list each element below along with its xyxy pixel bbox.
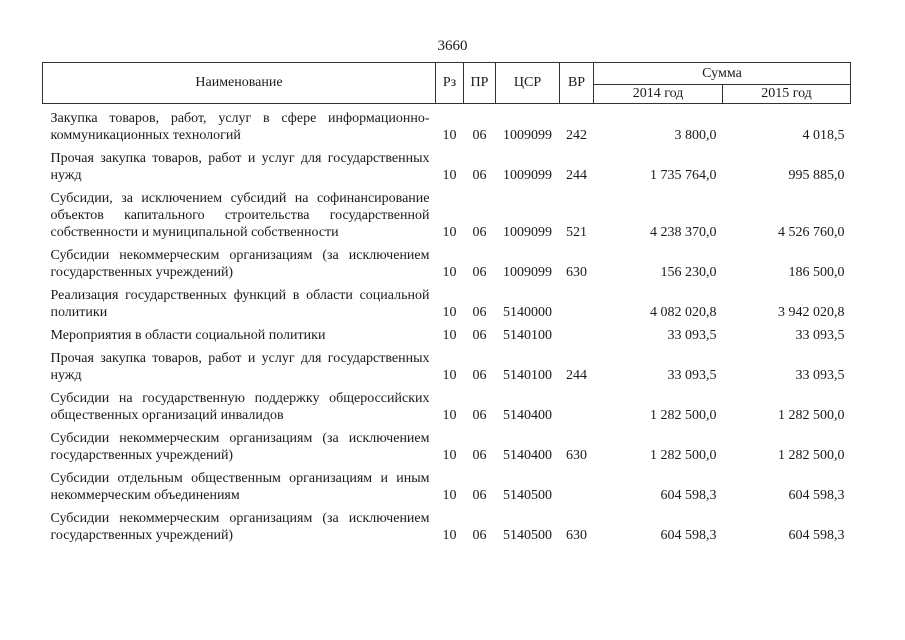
cell-sum-2014: 4 082 020,8 [650,305,717,320]
table-body [43,104,851,545]
cell-csr: 5140400 [503,408,552,423]
cell-rz: 10 [442,305,457,320]
table-row [43,321,851,344]
header-year-2014: 2014 год [594,85,723,104]
cell-csr: 1009099 [503,128,552,143]
header-csr: ЦСР [496,63,560,104]
cell-rz: 10 [442,265,457,280]
cell-csr: 1009099 [503,265,552,280]
cell-vr [560,464,594,504]
cell-sum-2014: 604 598,3 [660,488,717,503]
cell-rz: 10 [442,128,457,143]
cell-sum-2015: 33 093,5 [795,368,845,383]
cell-sum-2014: 1 282 500,0 [650,448,717,463]
cell-name: Субсидии некоммерческим организациям (за исключением государственных учреждений) [50,431,430,463]
cell-sum-2015: 33 093,5 [795,328,845,343]
cell-sum-2015: 3 942 020,8 [778,305,845,320]
cell-pr: 06 [472,225,487,240]
cell-csr: 5140500 [503,488,552,503]
table-row [43,104,851,145]
cell-sum-2015: 4 018,5 [802,128,845,143]
cell-name: Субсидии, за исключением субсидий на софинансирование объектов капитального строительства государственной собственности и муниципальной собственности [50,191,430,240]
cell-sum-2015: 995 885,0 [788,168,845,183]
cell-name: Реализация государственных функций в области социальной политики [50,288,430,320]
cell-sum-2015: 186 500,0 [788,265,845,280]
cell-name: Закупка товаров, работ, услуг в сфере информационно-коммуникационных технологий [50,111,430,143]
table-row [43,281,851,321]
cell-csr: 1009099 [503,225,552,240]
cell-vr [560,384,594,424]
cell-pr: 06 [472,128,487,143]
cell-csr: 5140500 [503,528,552,543]
budget-table [42,62,851,544]
header-rz: Рз [436,63,464,104]
cell-pr: 06 [472,328,487,343]
cell-name: Субсидии на государственную поддержку общероссийских общественных организаций инвалидов [50,391,430,423]
table-row [43,144,851,184]
header-year-2015: 2015 год [723,85,851,104]
table-row [43,424,851,464]
table-row [43,464,851,504]
header-name: Наименование [43,63,436,104]
cell-rz: 10 [442,368,457,383]
cell-rz: 10 [442,225,457,240]
cell-vr [560,281,594,321]
cell-rz: 10 [442,168,457,183]
cell-pr: 06 [472,448,487,463]
table-header [43,63,851,104]
table-row [43,184,851,241]
cell-sum-2014: 604 598,3 [660,528,717,543]
cell-csr: 5140100 [503,368,552,383]
cell-pr: 06 [472,528,487,543]
cell-pr: 06 [472,408,487,423]
header-pr: ПР [464,63,496,104]
cell-name: Субсидии отдельным общественным организациям и иным некоммерческим объединениям [50,471,430,503]
cell-vr [560,321,594,344]
table-row [43,384,851,424]
table-row [43,504,851,544]
cell-rz: 10 [442,328,457,343]
cell-name: Субсидии некоммерческим организациям (за исключением государственных учреждений) [50,511,430,543]
cell-sum-2014: 3 800,0 [674,128,717,143]
cell-rz: 10 [442,408,457,423]
cell-vr: 630 [566,528,587,543]
cell-sum-2015: 1 282 500,0 [778,408,845,423]
cell-pr: 06 [472,305,487,320]
cell-rz: 10 [442,528,457,543]
cell-vr: 244 [566,368,587,383]
cell-csr: 5140100 [503,328,552,343]
header-vr: ВР [560,63,594,104]
cell-sum-2015: 604 598,3 [788,528,845,543]
cell-sum-2015: 4 526 760,0 [778,225,845,240]
cell-csr: 5140000 [503,305,552,320]
table-row [43,241,851,281]
cell-vr: 630 [566,448,587,463]
cell-rz: 10 [442,488,457,503]
cell-csr: 5140400 [503,448,552,463]
page-number: 3660 [437,38,468,54]
cell-pr: 06 [472,488,487,503]
cell-sum-2015: 1 282 500,0 [778,448,845,463]
table-row [43,344,851,384]
cell-sum-2014: 1 735 764,0 [650,168,717,183]
cell-name: Мероприятия в области социальной политики [50,328,326,343]
cell-vr: 521 [566,225,587,240]
cell-sum-2014: 33 093,5 [667,328,717,343]
cell-pr: 06 [472,368,487,383]
cell-sum-2015: 604 598,3 [788,488,845,503]
cell-vr: 244 [566,168,587,183]
header-sum: Сумма [594,63,851,85]
cell-sum-2014: 33 093,5 [667,368,717,383]
cell-vr: 630 [566,265,587,280]
cell-pr: 06 [472,265,487,280]
cell-rz: 10 [442,448,457,463]
cell-pr: 06 [472,168,487,183]
cell-sum-2014: 156 230,0 [660,265,717,280]
cell-name: Прочая закупка товаров, работ и услуг для государственных нужд [50,351,430,383]
cell-name: Прочая закупка товаров, работ и услуг для государственных нужд [50,151,430,183]
cell-name: Субсидии некоммерческим организациям (за исключением государственных учреждений) [50,248,430,280]
cell-csr: 1009099 [503,168,552,183]
cell-sum-2014: 1 282 500,0 [650,408,717,423]
cell-vr: 242 [566,128,587,143]
cell-sum-2014: 4 238 370,0 [650,225,717,240]
